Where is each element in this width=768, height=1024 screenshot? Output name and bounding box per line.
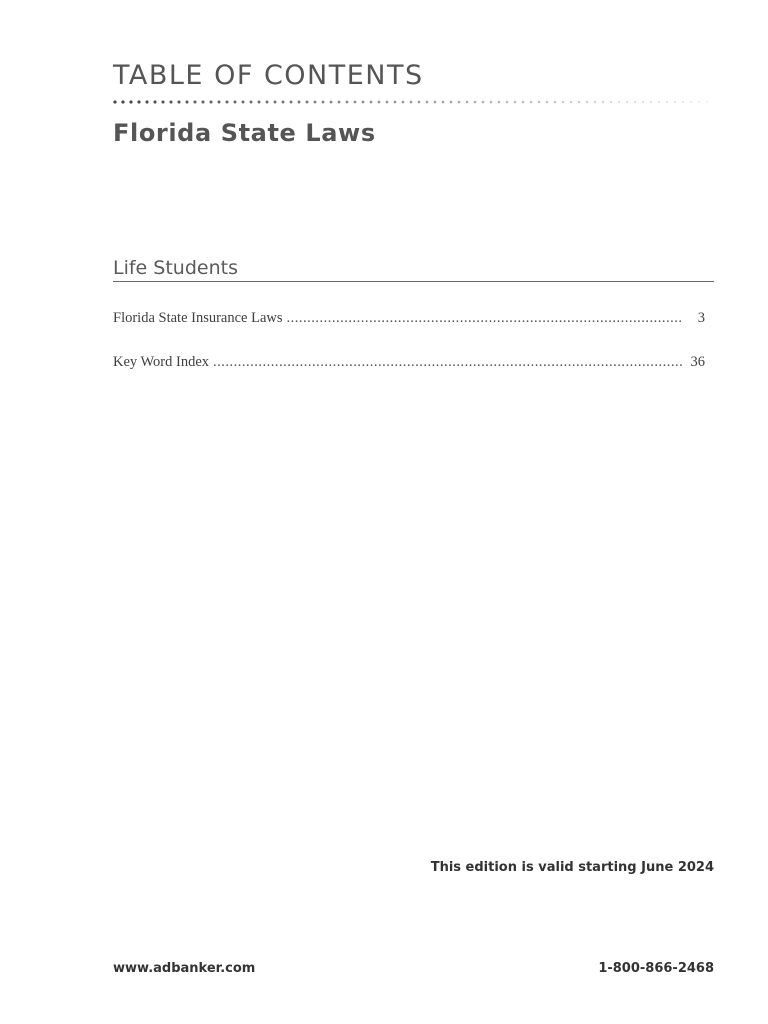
rule-dot xyxy=(209,100,212,103)
rule-dot xyxy=(314,101,317,104)
rule-dot xyxy=(482,101,485,104)
rule-dot xyxy=(586,101,588,103)
rule-dot xyxy=(530,101,533,104)
rule-dot xyxy=(658,101,660,103)
toc-entry-page[interactable]: 3 xyxy=(697,310,705,326)
rule-dot xyxy=(546,101,548,103)
toc-list xyxy=(113,310,705,374)
rule-dot xyxy=(562,101,564,103)
rule-dot xyxy=(121,100,124,103)
rule-dot xyxy=(378,101,381,104)
rule-dot xyxy=(258,101,261,104)
rule-dot xyxy=(177,100,180,103)
rule-dot xyxy=(618,101,620,103)
section-divider xyxy=(113,281,714,282)
edition-note: This edition is valid starting June 2024 xyxy=(430,860,714,875)
rule-dot xyxy=(234,101,237,104)
rule-dot xyxy=(274,101,277,104)
rule-dot xyxy=(610,101,612,103)
rule-dot xyxy=(602,101,604,103)
rule-dot xyxy=(386,101,389,104)
rule-dot xyxy=(570,101,572,103)
rule-dot xyxy=(266,101,269,104)
rule-dot xyxy=(698,101,700,103)
rule-dot xyxy=(169,100,172,103)
rule-dot xyxy=(242,101,245,104)
toc-entry-state-laws[interactable] xyxy=(113,310,705,330)
rule-dot xyxy=(642,101,644,103)
rule-dot xyxy=(690,101,692,103)
rule-dot xyxy=(506,101,509,104)
dotted-rule xyxy=(113,98,713,106)
rule-dot xyxy=(298,101,301,104)
rule-dot xyxy=(145,100,148,103)
rule-dot xyxy=(666,101,668,103)
rule-dot xyxy=(346,101,349,104)
rule-dot xyxy=(538,101,540,103)
rule-dot xyxy=(674,101,676,103)
rule-dot xyxy=(474,101,477,104)
toc-entry-label[interactable]: Florida State Insurance Laws xyxy=(113,310,283,326)
rule-dot xyxy=(402,101,405,104)
rule-dot xyxy=(330,101,333,104)
rule-dot xyxy=(594,101,596,103)
rule-dot xyxy=(338,101,341,104)
toc-heading: TABLE OF CONTENTS xyxy=(113,60,424,91)
footer-phone: 1-800-866-2468 xyxy=(598,961,714,976)
rule-dot xyxy=(153,100,156,103)
section-title: Life Students xyxy=(113,257,238,279)
toc-entry-key-word-index[interactable] xyxy=(113,354,705,374)
rule-dot xyxy=(458,101,461,104)
toc-entry-page[interactable]: 36 xyxy=(690,354,705,370)
rule-dot xyxy=(522,101,525,104)
toc-leader-dots xyxy=(287,310,683,327)
footer-website[interactable]: www.adbanker.com xyxy=(113,961,256,976)
rule-dot xyxy=(282,101,285,104)
rule-dot xyxy=(418,101,421,104)
rule-dot xyxy=(650,101,652,103)
rule-dot xyxy=(137,100,140,103)
rule-dot xyxy=(290,101,293,104)
rule-dot xyxy=(554,101,556,103)
rule-dot xyxy=(250,101,253,104)
rule-dot xyxy=(201,100,204,103)
toc-entry-label[interactable]: Key Word Index xyxy=(113,354,210,370)
rule-dot xyxy=(113,100,116,103)
rule-dot xyxy=(682,101,684,103)
rule-dot xyxy=(185,100,188,103)
rule-dot xyxy=(225,100,228,103)
rule-dot xyxy=(634,101,636,103)
rule-dot xyxy=(306,101,309,104)
rule-dot xyxy=(442,101,445,104)
rule-dot xyxy=(129,100,132,103)
rule-dot xyxy=(394,101,397,104)
rule-dot xyxy=(626,101,628,103)
rule-dot xyxy=(466,101,469,104)
rule-dot xyxy=(217,100,220,103)
rule-dot xyxy=(161,100,164,103)
rule-dot xyxy=(410,101,413,104)
rule-dot xyxy=(490,101,493,104)
rule-dot xyxy=(498,101,501,104)
toc-leader-dots xyxy=(213,354,683,371)
rule-dot xyxy=(193,100,196,103)
rule-dot xyxy=(514,101,517,104)
rule-dot xyxy=(362,101,365,104)
rule-dot xyxy=(354,101,357,104)
rule-dot xyxy=(322,101,325,104)
rule-dot xyxy=(450,101,453,104)
rule-dot xyxy=(426,101,429,104)
rule-dot xyxy=(434,101,437,104)
rule-dot xyxy=(578,101,580,103)
rule-dot xyxy=(706,101,708,103)
rule-dot xyxy=(370,101,373,104)
document-title: Florida State Laws xyxy=(113,119,376,147)
